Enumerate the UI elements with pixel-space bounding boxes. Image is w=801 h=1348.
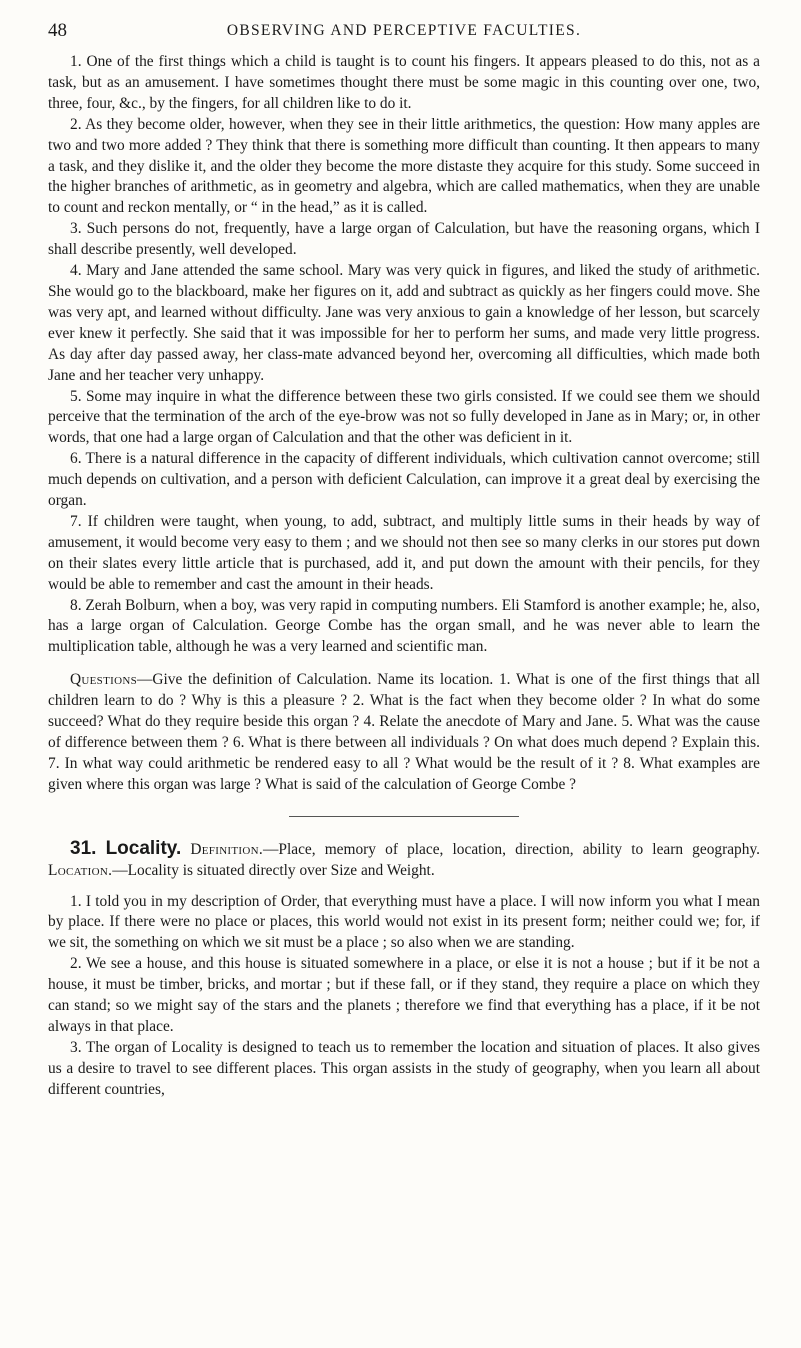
paragraph: 2. As they become older, however, when they see in their little arithmetics, the question: How many apples are two and two more added ? They think that there is something more difficult than counting. It then appears to many a task, and they dislike it, and the older they become the more distaste they acquire for this study. Some succeed in the higher branches of arithmetic, as in geometry and algebra, which are called mathematics, when they are unable to count and reckon mentally, or “ in the head,” as it is called. bbox=[48, 115, 760, 217]
questions-heading: Questions bbox=[70, 671, 137, 689]
paragraph: 2. We see a house, and this house is situated somewhere in a place, or else it is not a house ; but if it be not a house, it must be timber, bricks, and mortar ; but if these fall, or if they stand, they require a place on which they can stand; so we might say of the stars and the planets ; therefore we find that everything has a place, if it be not always in that place. bbox=[48, 955, 760, 1035]
paragraph: 1. I told you in my description of Order, that everything must have a place. I will now inform you what I mean by place. If there were no place or places, this world would not exist in its present form; neither could we; for, if we sit, the something on which we sit must be a place ; so also when we are standing. bbox=[48, 892, 760, 952]
questions-text: —Give the definition of Calculation. Name its location. 1. What is one of the first things that all children learn to do ? Why is this a pleasure ? 2. What is the fact when they become older ? In what do some succeed? What do they require beside this organ ? 4. Relate the anecdote of Mary and Jane. 5. What was the cause of difference between them ? 6. What is there between all individuals ? On what does much depend ? Explain this. 7. In what way could arithmetic be rendered easy to all ? What would be the result of it ? 8. What examples are given where this organ was large ? What is said of the calculation of George Combe ? bbox=[48, 671, 760, 793]
paragraph: 7. If children were taught, when young, to add, subtract, and multiply little sums in their heads by way of amusement, it would become very easy to them ; and we should not then see so many clerks in our stores put down on their slates every little article that is purchased, add it, and put down the amount with their pencils, for they would be able to remember and cast the amount in their heads. bbox=[48, 512, 760, 593]
section-divider bbox=[289, 816, 519, 817]
calculation-text bbox=[48, 52, 760, 658]
section-heading bbox=[48, 839, 760, 882]
questions-paragraph bbox=[48, 670, 760, 795]
locality-text bbox=[48, 892, 760, 1101]
running-title: OBSERVING AND PERCEPTIVE FACULTIES. bbox=[226, 22, 582, 39]
paragraph: 5. Some may inquire in what the difference between these two girls consisted. If we could see them we should perceive that the termination of the arch of the eye-brow was not so fully developed in Jane as in Mary; or, in other words, that one had a large organ of Calculation and that the other was deficient in it. bbox=[48, 387, 760, 447]
paragraph: 6. There is a natural difference in the capacity of different individuals, which cultivation cannot overcome; still much depends on cultivation, and a person with deficient Calculation, can improve it a great deal by exercising the organ. bbox=[48, 450, 760, 510]
paragraph: 8. Zerah Bolburn, when a boy, was very rapid in computing numbers. Eli Stamford is another example; he, also, has a large organ of Calculation. George Combe has the organ small, and he was never able to learn the multiplication table, although he was a very learned and scientific man. bbox=[48, 596, 760, 656]
definition-text: —Place, memory of place, location, direction, ability to learn geography. bbox=[263, 840, 760, 858]
paragraph: 1. One of the first things which a child is taught is to count his fingers. It appears pleased to do this, not as a task, but as an amusement. I have sometimes thought there must be some magic in this counting over one, two, three, four, &c., by the fingers, for all children like to do it. bbox=[48, 53, 760, 112]
page-number: 48 bbox=[48, 20, 67, 41]
section-title: Locality. bbox=[105, 837, 182, 859]
section-number: 31. bbox=[70, 837, 97, 859]
paragraph: 4. Mary and Jane attended the same school. Mary was very quick in figures, and liked the study of arithmetic. She would go to the blackboard, make her figures on it, add and subtract as quickly as her fingers could move. She was very apt, and learned without difficulty. Jane was very anxious to gain a knowledge of her lesson, but scarcely ever knew it perfectly. She said that it was impossible for her to perform her sums, and made very little progress. As day after day passed away, her class-mate advanced beyond her, overcoming all difficulties, which made both Jane and her teacher very unhappy. bbox=[48, 262, 760, 384]
paragraph: 3. The organ of Locality is designed to teach us to remember the location and situation of places. It also gives us a desire to travel to see different places. This organ assists in the study of geography, when you learn all about different countries, bbox=[48, 1038, 760, 1098]
paragraph: 3. Such persons do not, frequently, have a large organ of Calculation, but have the reasoning organs, which I shall describe presently, well developed. bbox=[48, 220, 760, 259]
location-label: Location. bbox=[48, 861, 113, 879]
location-text: —Locality is situated directly over Size and Weight. bbox=[112, 861, 435, 879]
page-header bbox=[48, 20, 760, 52]
definition-label: Definition. bbox=[190, 840, 264, 858]
book-page bbox=[48, 20, 760, 1101]
